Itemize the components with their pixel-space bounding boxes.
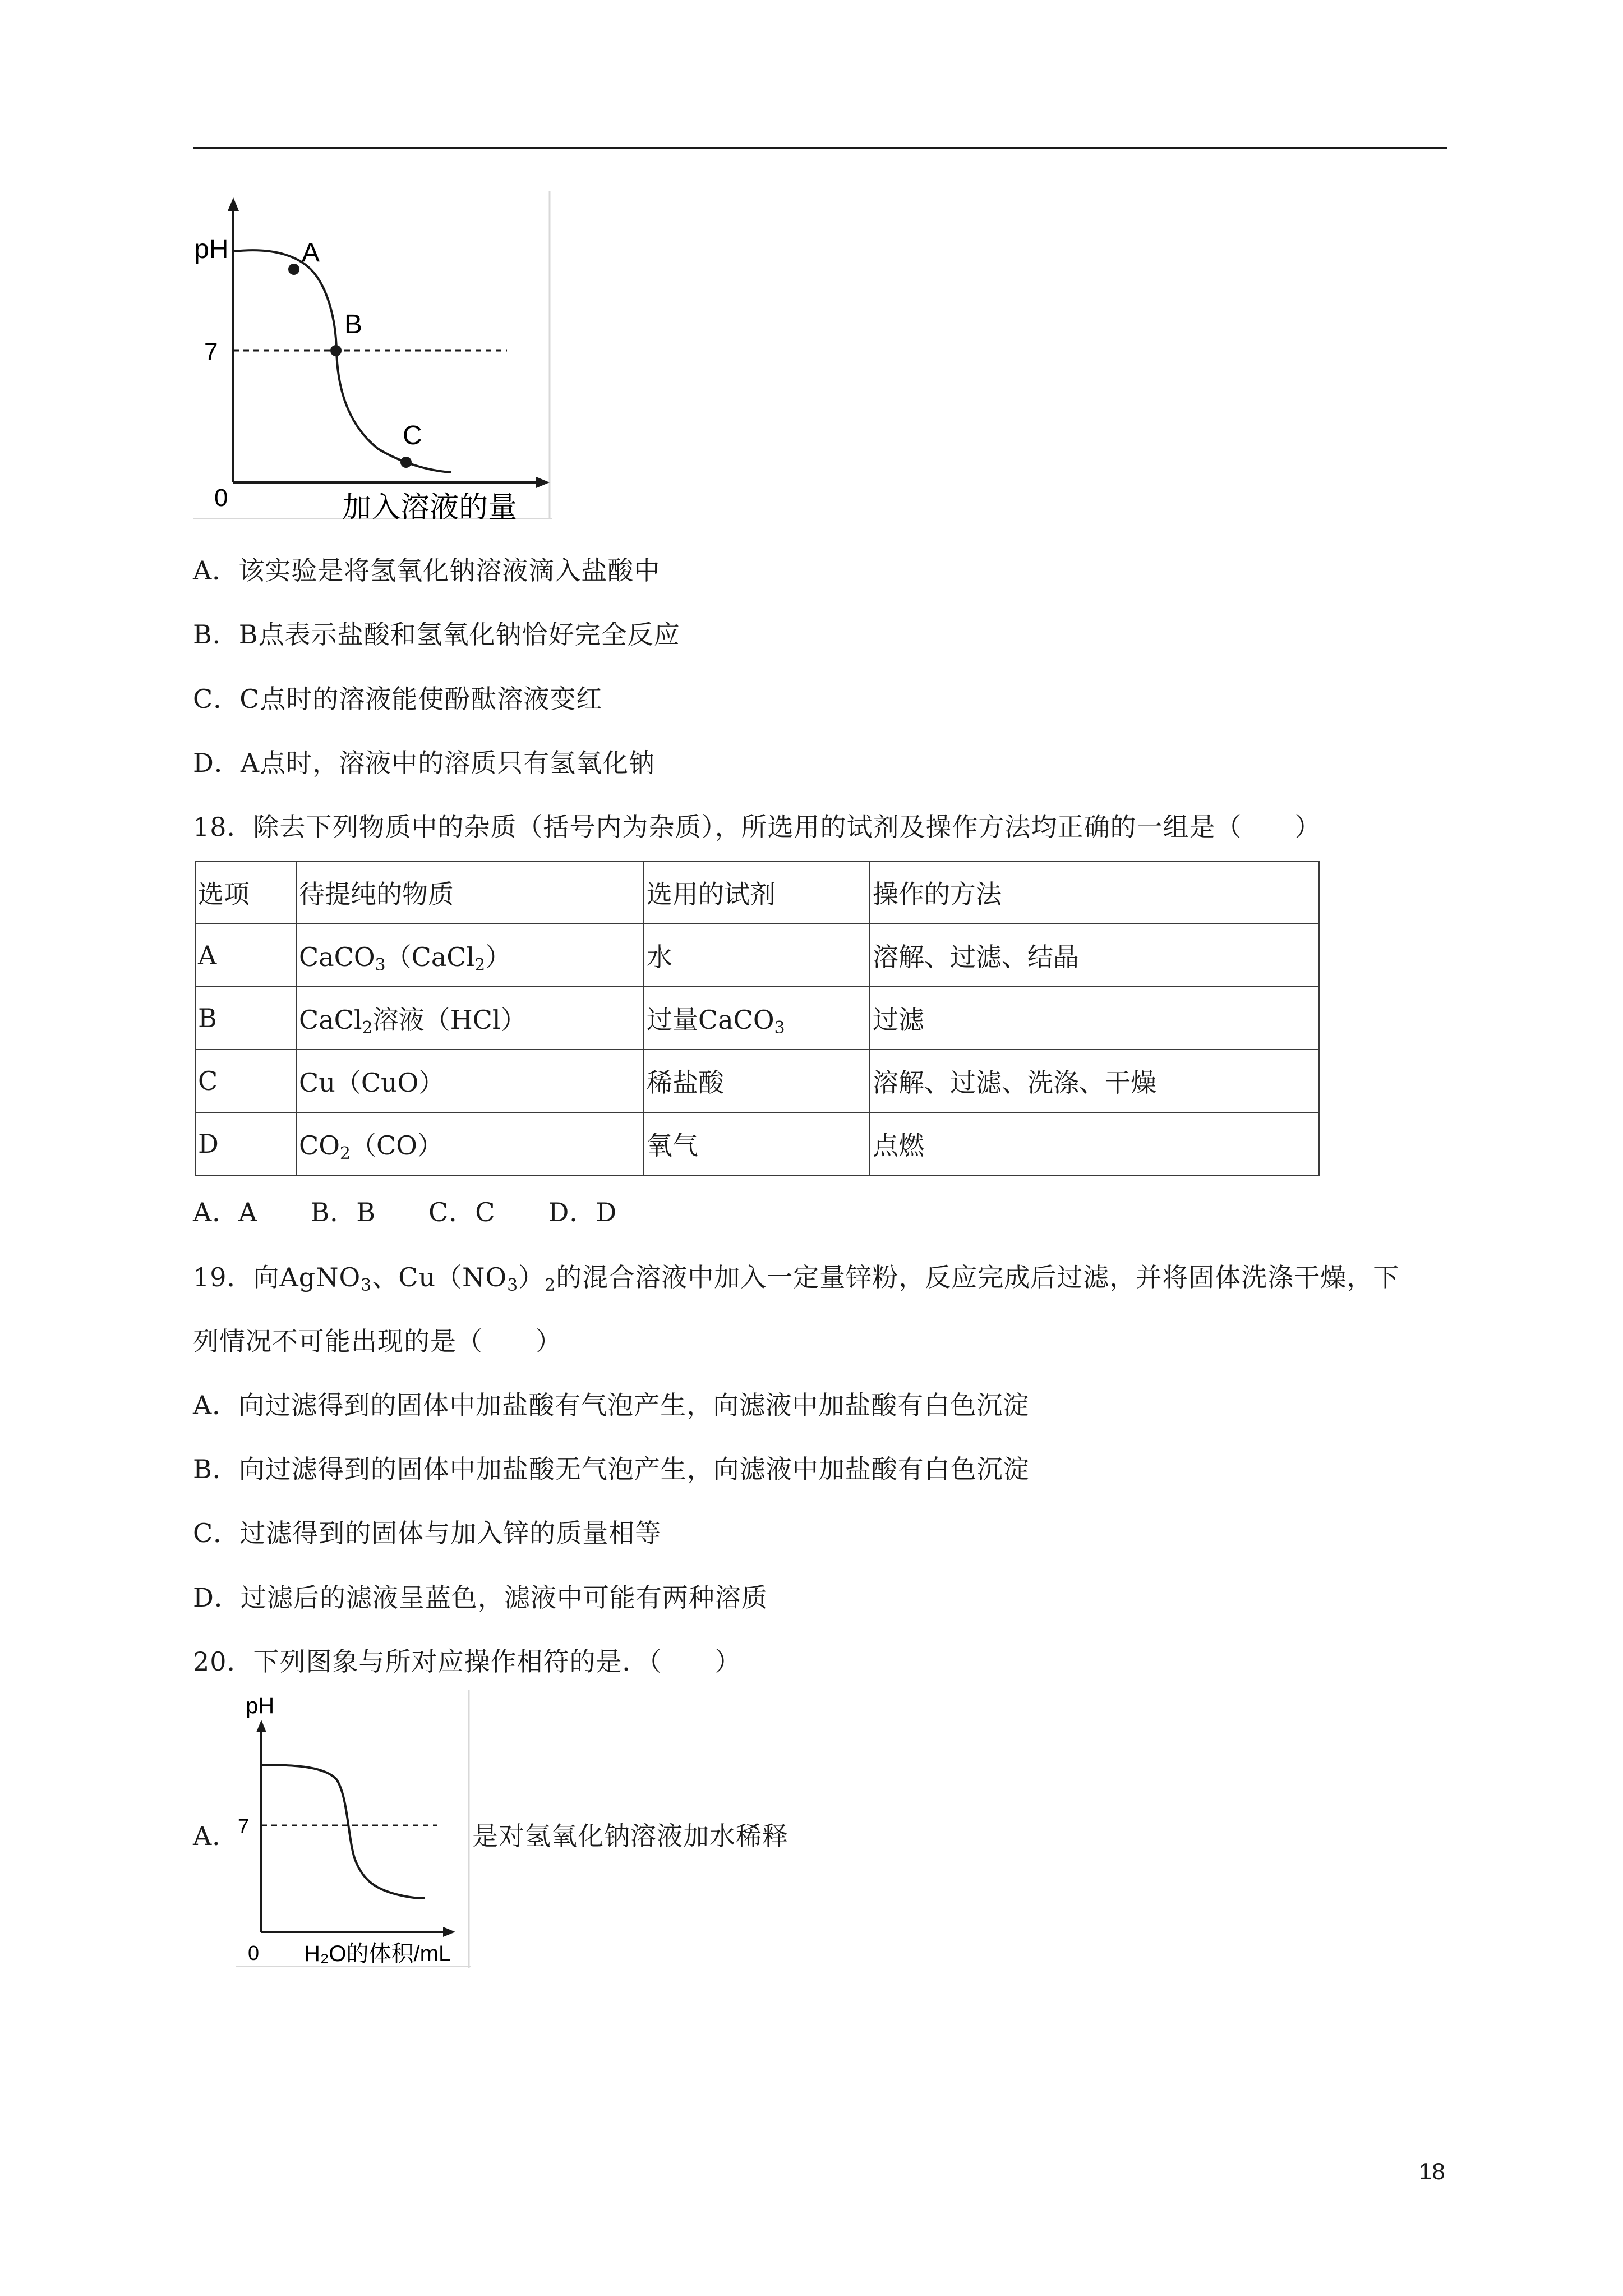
- q19-option-d: D．过滤后的滤液呈蓝色，滤液中可能有两种溶质: [193, 1582, 768, 1613]
- table-row: [195, 1050, 1319, 1112]
- row-c-substance: Cu（CuO）: [296, 1050, 644, 1112]
- header-rule: [193, 147, 1447, 149]
- q17-ph-curve-svg: [193, 191, 552, 519]
- table-row: [195, 987, 1319, 1050]
- row-b-substance: CaCl$_2$溶液（HCl）: [296, 987, 644, 1050]
- row-a-substance: CaCO$_3$（CaCl$_2$）: [296, 924, 644, 987]
- q19-stem-line2: 列情况不可能出现的是（ ）: [193, 1326, 562, 1356]
- q18-table: [195, 861, 1320, 1176]
- header-method: 操作的方法: [870, 861, 1319, 924]
- row-c-option: C: [195, 1050, 296, 1112]
- point-a-label: A: [302, 238, 320, 268]
- row-d-method: 点燃: [870, 1112, 1319, 1175]
- x-axis-arrow-icon: [443, 1927, 455, 1937]
- header-substance: 待提纯的物质: [296, 861, 644, 924]
- ph7-label: 7: [204, 338, 218, 366]
- q19-option-a: A．向过滤得到的固体中加盐酸有气泡产生，向滤液中加盐酸有白色沉淀: [193, 1390, 1030, 1420]
- q17-option-a: A．该实验是将氢氧化钠溶液滴入盐酸中: [193, 555, 661, 586]
- table-row: [195, 924, 1319, 987]
- q19-option-c: C．过滤得到的固体与加入锌的质量相等: [193, 1518, 662, 1548]
- row-b-method: 过滤: [870, 987, 1319, 1050]
- q18-answer-options: A．A B．B C．C D．D: [193, 1197, 617, 1227]
- origin-label: 0: [214, 484, 228, 512]
- ph7-label: 7: [238, 1815, 250, 1838]
- table-row: [195, 1112, 1319, 1175]
- q20-stem: 20．下列图象与所对应操作相符的是．（ ）: [193, 1646, 741, 1677]
- q20-option-a-figure: [236, 1690, 471, 1968]
- origin-label: 0: [248, 1941, 260, 1964]
- y-axis-arrow-icon: [256, 1720, 266, 1732]
- row-a-method: 溶解、过滤、结晶: [870, 924, 1319, 987]
- row-c-method: 溶解、过滤、洗涤、干燥: [870, 1050, 1319, 1112]
- x-axis-label: H₂O的体积/mL: [304, 1941, 451, 1966]
- page-number: 18: [1419, 2158, 1445, 2184]
- row-a-reagent: 水: [644, 924, 870, 987]
- row-c-reagent: 稀盐酸: [644, 1050, 870, 1112]
- x-axis-arrow-icon: [536, 477, 550, 488]
- row-b-reagent: 过量CaCO$_3$: [644, 987, 870, 1050]
- row-b-option: B: [195, 987, 296, 1050]
- point-a-marker: [288, 264, 299, 275]
- q20-option-a-prefix: A．: [193, 1821, 239, 1851]
- q17-option-d: D．A点时，溶液中的溶质只有氢氧化钠: [193, 748, 656, 778]
- point-c-marker: [400, 457, 412, 468]
- q19-stem-line1: 19．向AgNO$_3$、$Cu(NO_3)_2$的混合溶液中加入一定量锌粉，反应完成后过滤，并将固体洗涤干燥，下: [193, 1262, 1400, 1295]
- point-c-label: C: [403, 421, 422, 450]
- row-d-reagent: 氧气: [644, 1112, 870, 1175]
- q17-ph-curve-figure: [193, 191, 552, 519]
- row-d-substance: $CO_2(CO)$: [296, 1112, 644, 1175]
- q18-stem: 18．除去下列物质中的杂质（括号内为杂质），所选用的试剂及操作方法均正确的一组是（ ）: [193, 812, 1321, 842]
- q20-option-a-text: 是对氢氧化钠溶液加水稀释: [472, 1821, 789, 1851]
- x-axis-label: 加入溶液的量: [342, 491, 518, 519]
- header-option: 选项: [195, 861, 296, 924]
- table-header-row: [195, 861, 1319, 924]
- row-d-option: D: [195, 1112, 296, 1175]
- point-b-label: B: [344, 310, 363, 339]
- q17-option-b: B．B点表示盐酸和氢氧化钠恰好完全反应: [193, 619, 680, 650]
- q20-option-a-svg: [236, 1690, 471, 1968]
- header-reagent: 选用的试剂: [644, 861, 870, 924]
- point-b-marker: [330, 345, 342, 356]
- ph-curve: [262, 1765, 425, 1898]
- q17-option-c: C．C点时的溶液能使酚酞溶液变红: [193, 684, 603, 714]
- y-axis-arrow-icon: [228, 197, 239, 211]
- y-axis-label: pH: [246, 1694, 275, 1718]
- q19-option-b: B．向过滤得到的固体中加盐酸无气泡产生，向滤液中加盐酸有白色沉淀: [193, 1454, 1030, 1484]
- y-axis-label: pH: [194, 234, 229, 264]
- row-a-option: A: [195, 924, 296, 987]
